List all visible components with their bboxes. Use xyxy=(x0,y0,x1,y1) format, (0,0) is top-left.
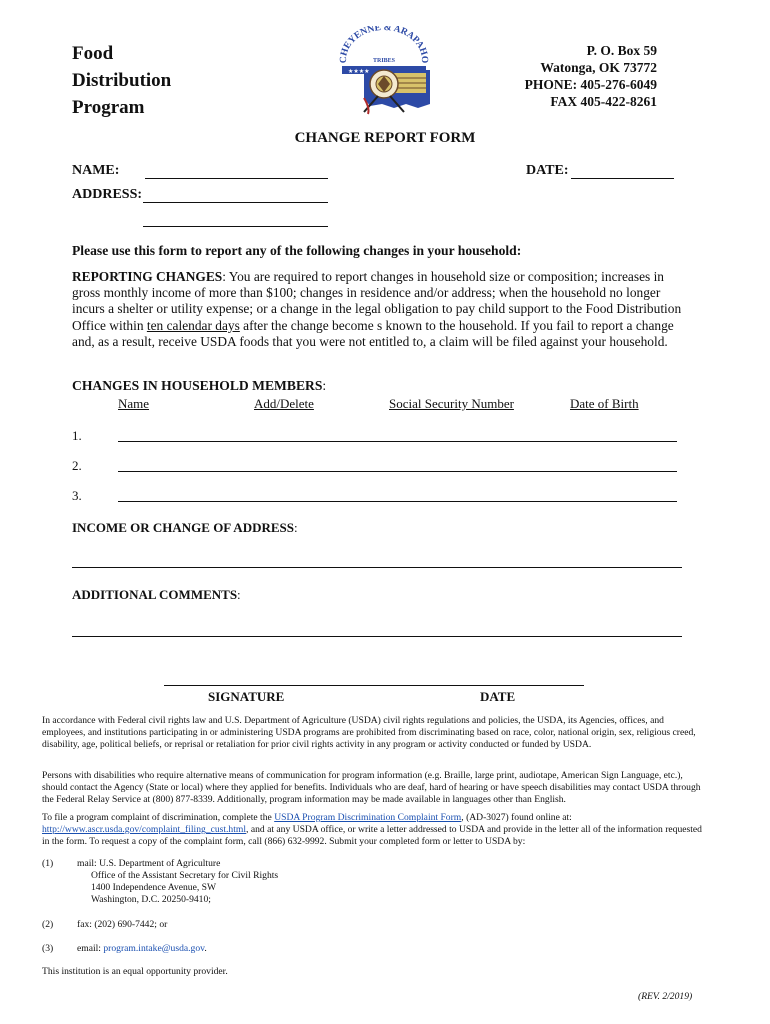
address-field-line-1[interactable] xyxy=(143,188,328,203)
email-label: email: xyxy=(77,943,104,954)
tribal-logo xyxy=(334,26,434,118)
complaint-form-link[interactable]: USDA Program Discrimination Complaint Form xyxy=(274,812,462,823)
comments-field[interactable] xyxy=(72,622,682,637)
program-title-line: Distribution xyxy=(72,70,172,91)
phone-number: PHONE: 405-276-6049 xyxy=(524,77,657,92)
reporting-changes-paragraph xyxy=(72,269,690,350)
comments-heading-text: ADDITIONAL COMMENTS xyxy=(72,587,238,602)
member-row-number: 3. xyxy=(72,488,82,503)
complaint-statement xyxy=(42,812,702,848)
tribal-seal-icon xyxy=(334,26,434,118)
email-end: . xyxy=(204,943,207,954)
member-row-line-2[interactable] xyxy=(118,457,677,472)
members-heading-colon: : xyxy=(322,378,327,393)
income-heading-colon: : xyxy=(293,520,298,535)
item-number: (2) xyxy=(42,919,54,930)
member-row-number: 2. xyxy=(72,458,82,473)
column-header-add-delete: Add/Delete xyxy=(254,396,314,411)
revision-date: (REV. 2/2019) xyxy=(638,991,693,1002)
fax-instruction: fax: (202) 690-7442; or xyxy=(77,919,168,930)
equal-opportunity-statement: This institution is an equal opportunity provider. xyxy=(42,966,228,977)
column-header-dob: Date of Birth xyxy=(570,396,639,411)
date-label: DATE: xyxy=(526,163,569,178)
complaint-url-link[interactable]: http://www.ascr.usda.gov/complaint_filing_cust.html xyxy=(42,824,247,835)
income-heading xyxy=(72,520,298,536)
office-address xyxy=(525,42,657,110)
signature-label: SIGNATURE xyxy=(208,689,285,704)
member-row-line-3[interactable] xyxy=(118,487,677,502)
program-title xyxy=(72,40,171,121)
program-title-line: Food xyxy=(72,43,114,64)
fax-number: FAX 405-422-8261 xyxy=(550,94,657,109)
reporting-text-end: after the change become s known to the household. If you fail to report a change and, as a result, receive USDA foods that you were not entitled to, a claim will be filed against your household. xyxy=(72,317,674,349)
mail-address-line: Office of the Assistant Secretary for Civil Rights xyxy=(91,870,279,881)
members-heading xyxy=(72,378,326,394)
po-box: P. O. Box 59 xyxy=(586,43,657,58)
reporting-text: : You are required to report changes in household size or composition; increases in gross monthly income of more than $100; changes in residence and/or address; when the household no longer incurs a shelter or utility expense; or a change in the legal obligation to pay child support to the Food Distribution Office within xyxy=(72,269,682,333)
name-field[interactable] xyxy=(145,164,328,179)
reporting-deadline: ten calendar days xyxy=(146,317,240,333)
complaint-text-mid: , (AD-3027) found online at: xyxy=(461,812,572,823)
signature-date-label: DATE xyxy=(480,689,516,704)
address-label: ADDRESS: xyxy=(72,187,143,202)
member-row-number: 1. xyxy=(72,428,82,443)
date-field[interactable] xyxy=(571,164,674,179)
mail-address-line: 1400 Independence Avenue, SW xyxy=(91,882,217,893)
email-instruction xyxy=(77,943,207,955)
reporting-label: REPORTING CHANGES xyxy=(72,269,223,284)
civil-rights-statement: In accordance with Federal civil rights law and U.S. Department of Agriculture (USDA) civil rights regulations and policies, the USDA, its Agencies, offices, and employees, and institutions participating in or administering USDA programs are prohibited from discriminating based on race, color, national origin, sex, religious creed, disability, age, political beliefs, or reprisal or retaliation for prior civil rights activity in any program or activity conducted or funded by USDA. xyxy=(42,715,696,750)
logo-text-mid: TRIBES xyxy=(372,58,396,64)
instruction-heading: Please use this form to report any of the following changes in your household: xyxy=(72,243,522,258)
city-state-zip: Watonga, OK 73772 xyxy=(540,60,657,75)
disabilities-statement: Persons with disabilities who require alternative means of communication for program information (e.g. Braille, large print, audiotape, American Sign Language, etc.), should contact the Agency (State or local) where they applied for benefits. Individuals who are deaf, hard of hearing or have speech disabilities may contact USDA through the Federal Relay Service at (800) 877-8339. Additionally, program information may be made available in languages other than English. xyxy=(42,770,701,805)
income-heading-text: INCOME OR CHANGE OF ADDRESS xyxy=(72,520,294,535)
income-field[interactable] xyxy=(72,553,682,568)
item-number: (1) xyxy=(42,858,54,869)
complaint-text: To file a program complaint of discrimination, complete the xyxy=(42,812,275,823)
comments-heading xyxy=(72,587,241,603)
member-row-line-1[interactable] xyxy=(118,427,677,442)
form-title: CHANGE REPORT FORM xyxy=(294,130,476,146)
name-label: NAME: xyxy=(72,163,120,178)
comments-heading-colon: : xyxy=(237,587,241,602)
email-link[interactable]: program.intake@usda.gov xyxy=(103,943,205,954)
program-title-line: Program xyxy=(72,97,145,118)
complaint-text-end: , and at any USDA office, or write a letter addressed to USDA and provide in the letter all of the information requested in the form. To request a copy of the complaint form, call (866) 632-9992. Submit your completed form or letter to USDA by: xyxy=(42,824,702,847)
column-header-ssn: Social Security Number xyxy=(389,396,514,411)
mail-address-line: mail: U.S. Department of Agriculture xyxy=(77,858,221,869)
item-number: (3) xyxy=(42,943,54,954)
members-heading-text: CHANGES IN HOUSEHOLD MEMBERS xyxy=(72,378,323,393)
column-header-name: Name xyxy=(118,396,150,411)
logo-text-top: CHEYENNE & ARAPAHO xyxy=(338,26,430,64)
svg-text:★★★★: ★★★★ xyxy=(348,69,370,75)
mail-address-line: Washington, D.C. 20250-9410; xyxy=(91,894,211,905)
address-field-line-2[interactable] xyxy=(143,212,328,227)
signature-field[interactable] xyxy=(164,671,584,686)
